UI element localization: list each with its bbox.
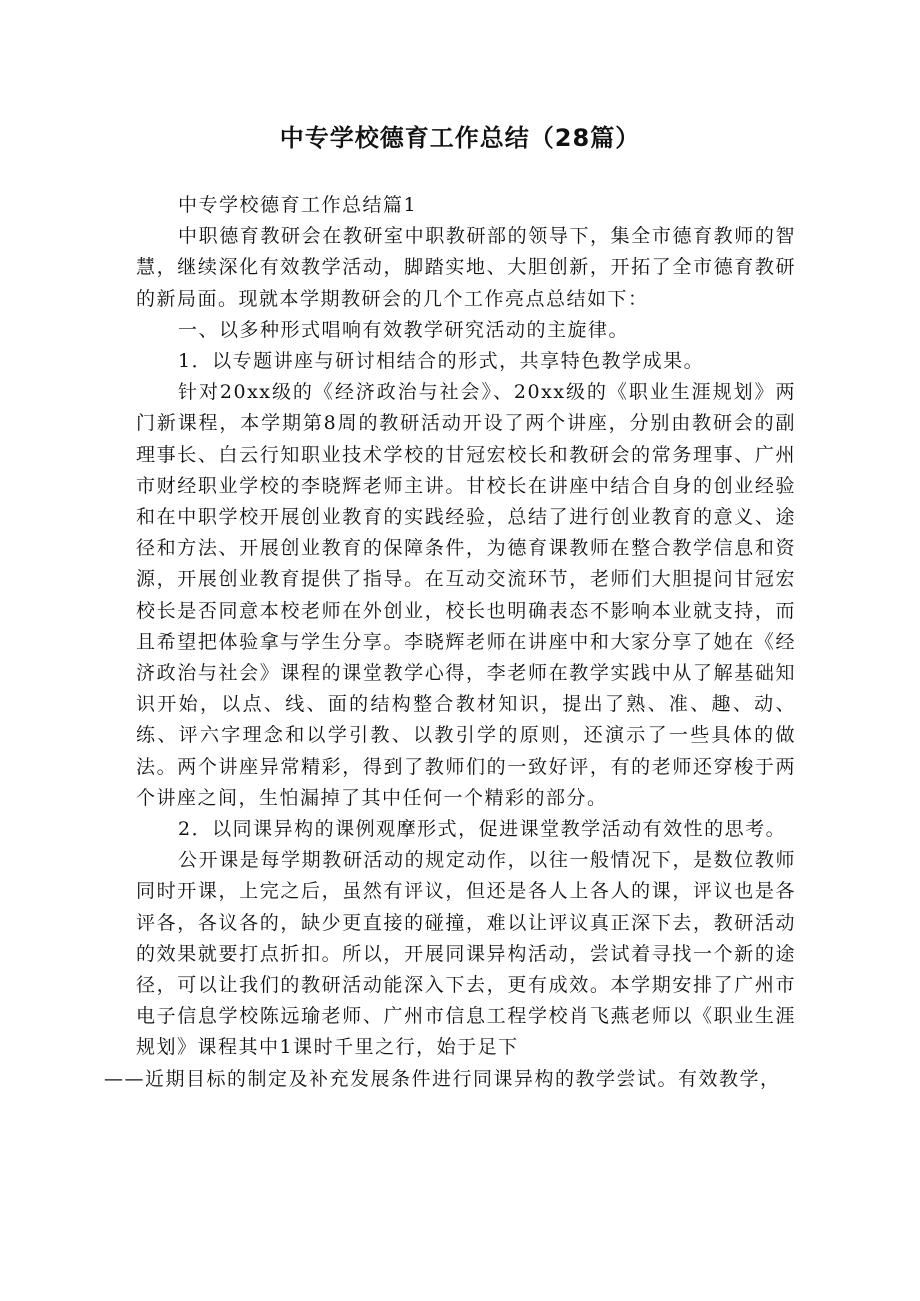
item-one-heading: 1．以专题讲座与研讨相结合的形式，共享特色教学成果。 <box>178 350 705 373</box>
section-heading: 中专学校德育工作总结篇1 <box>178 194 418 216</box>
open-class-paragraph: 公开课是每学期教研活动的规定动作，以往一般情况下，是数位教师同时开课，上完之后，虽然有评议，但还是各人上各人的课，评议也是各评各，各议各的，缺少更直接的碰撞，难以让评议真正深下去，教研活动的效果就要打点折扣。所以，开展同课异构活动，尝试着寻找一个新的途径，可以让我们的教研活动能深入下去，更有成效。本学期安排了广州市电子信息学校陈远瑜老师、广州市信息工程学校肖飞燕老师以《职业生涯规划》课程其中1课时千里之行，始于足下 <box>136 849 796 1059</box>
document-title: 中专学校德育工作总结（28篇） <box>279 124 641 152</box>
item-two-heading: 2．以同课异构的课例观摩形式，促进课堂教学活动有效性的思考。 <box>178 818 787 841</box>
continuation-line: ——近期目标的制定及补充发展条件进行同课异构的教学尝试。有效教学， <box>104 1067 781 1090</box>
document-body <box>104 190 796 1095</box>
lecture-paragraph: 针对20xx级的《经济政治与社会》、20xx级的《职业生涯规划》两门新课程，本学期第8周的教研活动开设了两个讲座，分别由教研会的副理事长、白云行知职业技术学校的甘冠宏校长和教研会的常务理事、广州市财经职业学校的李晓辉老师主讲。甘校长在讲座中结合自身的创业经验和在中职学校开展创业教育的实践经验，总结了进行创业教育的意义、途径和方法、开展创业教育的保障条件，为德育课教师在整合教学信息和资源，开展创业教育提供了指导。在互动交流环节，老师们大胆提问甘冠宏校长是否同意本校老师在外创业，校长也明确表态不影响本业就支持，而且希望把体验拿与学生分享。李晓辉老师在讲座中和大家分享了她在《经济政治与社会》课程的课堂教学心得，李老师在教学实践中从了解基础知识开始，以点、线、面的结构整合教材知识，提出了熟、准、趣、动、练、评六字理念和以学引教、以教引学的原则，还演示了一些具体的做法。两个讲座异常精彩，得到了教师们的一致好评，有的老师还穿梭于两个讲座之间，生怕漏掉了其中任何一个精彩的部分。 <box>136 381 796 809</box>
intro-paragraph: 中职德育教研会在教研室中职教研部的领导下，集全市德育教师的智慧，继续深化有效教学活动，脚踏实地、大胆创新，开拓了全市德育教研的新局面。现就本学期教研会的几个工作亮点总结如下： <box>136 225 796 310</box>
part-one-heading: 一、以多种形式唱响有效教学研究活动的主旋律。 <box>178 318 630 341</box>
